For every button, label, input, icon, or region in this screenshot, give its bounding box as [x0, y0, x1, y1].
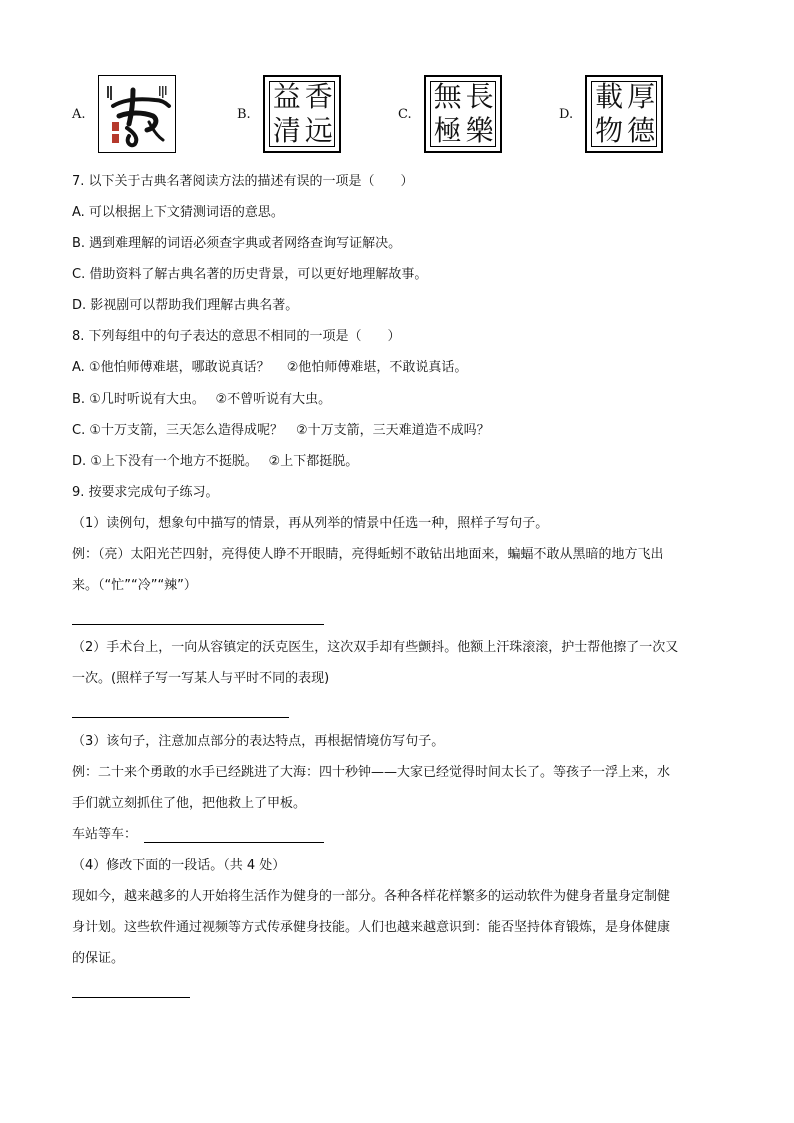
option-b-char: 远	[304, 114, 333, 147]
option-b-letter: B.	[237, 106, 251, 122]
option-c-image	[424, 75, 502, 153]
q8-stem: 8. 下列每组中的句子表达的意思不相同的一项是（ ）	[72, 329, 401, 344]
answer-blank-line[interactable]	[72, 717, 289, 718]
option-c-letter: C.	[398, 106, 412, 122]
option-a-image	[98, 75, 176, 153]
option-d-char: 載	[595, 80, 624, 113]
option-a[interactable]	[72, 75, 176, 153]
q9-part4-instruction: （4）修改下面的一段话。（共 4 处）	[72, 858, 286, 873]
option-b-image	[263, 75, 341, 153]
q9-stem: 9. 按要求完成句子练习。	[72, 485, 219, 500]
q9-part3-instruction: （3）该句子，注意加点部分的表达特点，再根据情境仿写句子。	[72, 734, 445, 749]
q9-part4-text: 现如今，越来越多的人开始将生活作为健身的一部分。各种各样花样繁多的运动软件为健身者量身定制健	[72, 889, 671, 904]
option-b-char: 香	[304, 80, 333, 113]
q7-option-b[interactable]: B. 遇到难理解的词语必须查字典或者网络查询写证解决。	[72, 236, 402, 251]
q7-option-d[interactable]: D. 影视剧可以帮助我们理解古典名著。	[72, 298, 299, 313]
q7-option-c[interactable]: C. 借助资料了解古典名著的历史背景，可以更好地理解故事。	[72, 267, 428, 282]
option-d-char: 厚	[627, 80, 656, 113]
option-b-char: 益	[272, 80, 301, 113]
option-c-char: 無	[433, 80, 462, 113]
q9-part3-example: 例：二十来个勇敢的水手已经跳进了大海：四十秒钟——大家已经觉得时间太长了。等孩子一浮上来，水	[72, 765, 671, 780]
q9-part2-text: 一次。(照样子写一写某人与平时不同的表现)	[72, 671, 330, 686]
option-c-char: 長	[465, 80, 494, 113]
q9-part2-text: （2）手术台上，一向从容镇定的沃克医生，这次双手却有些颤抖。他额上汗珠滚滚，护士帮他擦了一次又	[72, 640, 679, 655]
option-a-letter: A.	[72, 106, 86, 122]
q8-option-b[interactable]: B. ①几时听说有大虫。 ②不曾听说有大虫。	[72, 392, 332, 407]
answer-blank-line[interactable]	[72, 624, 324, 625]
q9-part3-prompt: 车站等车：	[72, 827, 138, 842]
q9-part4-text: 身计划。这些软件通过视频等方式传承健身技能。人们也越来越意识到：能否坚持体育锻炼，是身体健康	[72, 920, 671, 935]
q9-part1-example: 来。（“忙”“冷”“辣”）	[72, 578, 197, 593]
option-d-letter: D.	[559, 106, 574, 122]
option-c-char: 極	[433, 114, 462, 147]
q8-option-c[interactable]: C. ①十万支箭，三天怎么造得成呢？ ②十万支箭，三天难道造不成吗？	[72, 423, 490, 438]
q9-part1-example: 例：（亮）太阳光芒四射，亮得使人睁不开眼睛，亮得蚯蚓不敢钻出地面来，蝙蝠不敢从黑暗的地方飞出	[72, 547, 664, 562]
option-c[interactable]	[398, 75, 502, 153]
option-b[interactable]	[237, 75, 341, 153]
q8-option-d[interactable]: D. ①上下没有一个地方不挺脱。 ②上下都挺脱。	[72, 454, 359, 469]
option-c-char: 樂	[465, 114, 494, 147]
option-d-char: 德	[627, 114, 656, 147]
calligraphy-options-row	[72, 75, 732, 155]
answer-blank-line[interactable]	[144, 842, 324, 843]
brush-calligraphy-image	[99, 76, 175, 152]
q7-stem: 7. 以下关于古典名著阅读方法的描述有误的一项是（ ）	[72, 174, 414, 189]
option-b-char: 清	[272, 114, 301, 147]
red-seal-stamp	[112, 134, 119, 143]
q9-part4-text: 的保证。	[72, 951, 125, 966]
q8-option-a[interactable]: A. ①他怕师傅难堪，哪敢说真话？ ②他怕师傅难堪，不敢说真话。	[72, 360, 468, 375]
option-d[interactable]	[559, 75, 663, 153]
q9-part3-example: 手们就立刻抓住了他，把他救上了甲板。	[72, 796, 307, 811]
q9-part1-instruction: （1）读例句，想象句中描写的情景，再从列举的情景中任选一种，照样子写句子。	[72, 516, 549, 531]
q7-option-a[interactable]: A. 可以根据上下文猜测词语的意思。	[72, 205, 284, 220]
red-seal-stamp	[112, 122, 119, 131]
option-d-image	[585, 75, 663, 153]
answer-blank-line[interactable]	[72, 997, 190, 998]
option-d-char: 物	[595, 114, 624, 147]
